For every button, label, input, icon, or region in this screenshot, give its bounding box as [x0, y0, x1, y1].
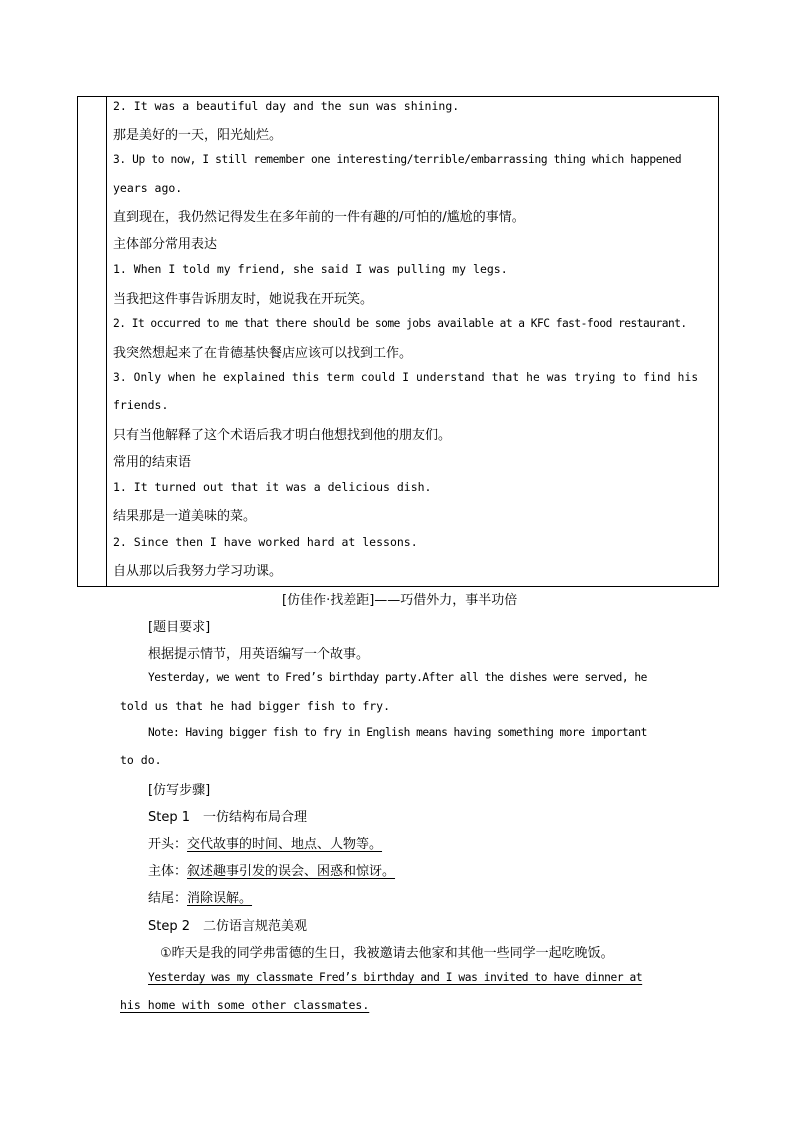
table-line: 当我把这件事告诉朋友时，她说我在开玩笑。	[113, 292, 374, 307]
table-column-divider	[106, 96, 107, 587]
steps-header: [仿写步骤]	[148, 783, 211, 798]
table-line: 2. Since then I have worked hard at lessons.	[113, 535, 418, 549]
table-line: 3. Only when he explained this term could I understand that he was trying to find his	[113, 371, 699, 384]
note-text: Note: Having bigger fish to fry in English means having something more important	[148, 726, 647, 739]
table-subheading: 主体部分常用表达	[113, 237, 218, 252]
step1-item-label: 结尾：	[148, 891, 188, 906]
table-line: 只有当他解释了这个术语后我才明白他想找到他的朋友们。	[113, 428, 452, 443]
table-line: 2. It occurred to me that there should be some jobs available at a KFC fast-food restaurant.	[113, 317, 687, 330]
step2-title: Step 2 二仿语言规范美观	[148, 919, 308, 934]
step1-item	[148, 860, 395, 879]
prompt-text: told us that he had bigger fish to fry.	[120, 699, 391, 713]
table-line: 1. It turned out that it was a delicious dish.	[113, 480, 432, 494]
step1-item-text: 消除误解。	[187, 891, 253, 906]
table-line: 结果那是一道美味的菜。	[113, 509, 257, 524]
prompt-text: Yesterday, we went to Fred’s birthday party.After all the dishes were served, he	[148, 671, 647, 684]
step1-title: Step 1 一仿结构布局合理	[148, 810, 308, 825]
step1-item	[148, 887, 252, 906]
table-line: friends.	[113, 398, 169, 412]
step1-item-text: 交代故事的时间、地点、人物等。	[187, 837, 383, 852]
table-line: 自从那以后我努力学习功课。	[113, 564, 283, 579]
table-line: 2. It was a beautiful day and the sun was shining.	[113, 99, 460, 113]
table-line: 1. When I told my friend, she said I was pulling my legs.	[113, 262, 508, 276]
table-line: 我突然想起来了在肯德基快餐店应该可以找到工作。	[113, 346, 413, 361]
step2-item-chinese: ①昨天是我的同学弗雷德的生日，我被邀请去他家和其他一些同学一起吃晚饭。	[160, 946, 614, 961]
requirement-header: [题目要求]	[148, 620, 211, 635]
step1-item-label: 开头：	[148, 837, 188, 852]
table-subheading: 常用的结束语	[113, 455, 192, 470]
table-line: 直到现在，我仍然记得发生在多年前的一件有趣的/可怕的/尴尬的事情。	[113, 210, 525, 225]
step1-item	[148, 833, 382, 852]
table-line: 那是美好的一天，阳光灿烂。	[113, 128, 283, 143]
step2-item-english: Yesterday was my classmate Fred’s birthday and I was invited to have dinner at	[148, 971, 643, 984]
step1-item-text: 叙述趣事引发的误会、困惑和惊讶。	[187, 864, 396, 879]
note-text: to do.	[120, 753, 162, 767]
step2-item-english: his home with some other classmates.	[120, 998, 370, 1012]
step1-item-label: 主体：	[148, 864, 188, 879]
table-line: 3. Up to now, I still remember one interesting/terrible/embarrassing thing which happened	[113, 153, 682, 166]
section-title: [仿佳作·找差距]——巧借外力，事半功倍	[282, 593, 518, 608]
table-line: years ago.	[113, 181, 183, 195]
requirement-intro: 根据提示情节，用英语编写一个故事。	[148, 647, 370, 662]
